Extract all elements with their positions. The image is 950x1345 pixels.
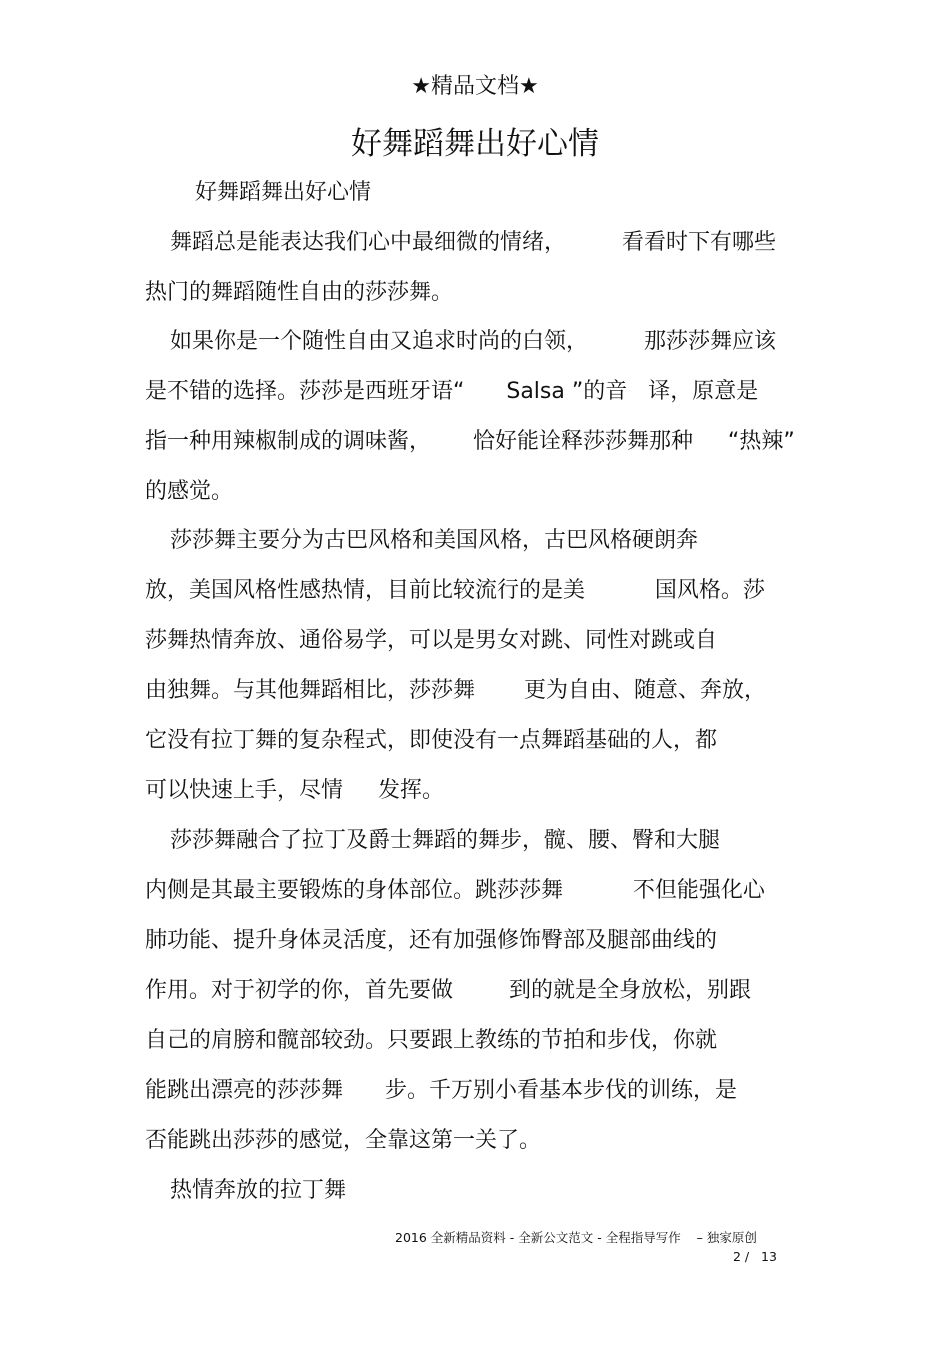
text-line: 内侧是其最主要锻炼的身体部位。跳莎莎舞 不但能强化心: [145, 878, 765, 903]
text-line: 作用。对于初学的你，首先要做 到的就是全身放松，别跟: [145, 978, 751, 1003]
text-line: 肺功能、提升身体灵活度，还有加强修饰臀部及腿部曲线的: [145, 928, 718, 953]
text-line: 它没有拉丁舞的复杂程式，即使没有一点舞蹈基础的人，都: [145, 728, 718, 753]
document-title: 好舞蹈舞出好心情: [351, 126, 599, 162]
text-line: 放，美国风格性感热情，目前比较流行的是美 国风格。莎: [145, 578, 765, 603]
text-line: 指一种用辣椒制成的调味酱， 恰好能诠释莎莎舞那种 “热辣”: [145, 429, 795, 454]
header-mark: ★精品文档★: [411, 74, 539, 99]
document-subtitle: 好舞蹈舞出好心情: [195, 180, 372, 205]
text-line: 由独舞。与其他舞蹈相比，莎莎舞 更为自由、随意、奔放，: [145, 678, 766, 703]
text-line: 是不错的选择。莎莎是西班牙语“ Salsa ”的音 译，原意是: [145, 379, 759, 404]
section-heading: 热情奔放的拉丁舞: [170, 1178, 347, 1203]
text-line: 热门的舞蹈随性自由的莎莎舞。: [145, 280, 454, 305]
text-line: 莎莎舞融合了拉丁及爵士舞蹈的舞步，髋、腰、臀和大腿: [170, 828, 721, 853]
text-line: 的感觉。: [145, 479, 234, 504]
page-number: 2 / 13: [733, 1249, 777, 1264]
text-line: 可以快速上手，尽情 发挥。: [145, 778, 444, 803]
text-line: 如果你是一个随性自由又追求时尚的白领， 那莎莎舞应该: [170, 329, 776, 354]
text-line: 舞蹈总是能表达我们心中最细微的情绪， 看看时下有哪些: [170, 230, 776, 255]
footer-text: 2016 全新精品资料 - 全新公文范文 - 全程指导写作 – 独家原创: [395, 1230, 757, 1245]
text-line: 莎舞热情奔放、通俗易学，可以是男女对跳、同性对跳或自: [145, 628, 718, 653]
text-line: 莎莎舞主要分为古巴风格和美国风格，古巴风格硬朗奔: [170, 528, 699, 553]
text-line: 自己的肩膀和髋部较劲。只要跟上教练的节拍和步伐，你就: [145, 1028, 718, 1053]
text-line: 能跳出漂亮的莎莎舞 步。千万别小看基本步伐的训练，是: [145, 1078, 737, 1103]
text-line: 否能跳出莎莎的感觉，全靠这第一关了。: [145, 1128, 542, 1153]
